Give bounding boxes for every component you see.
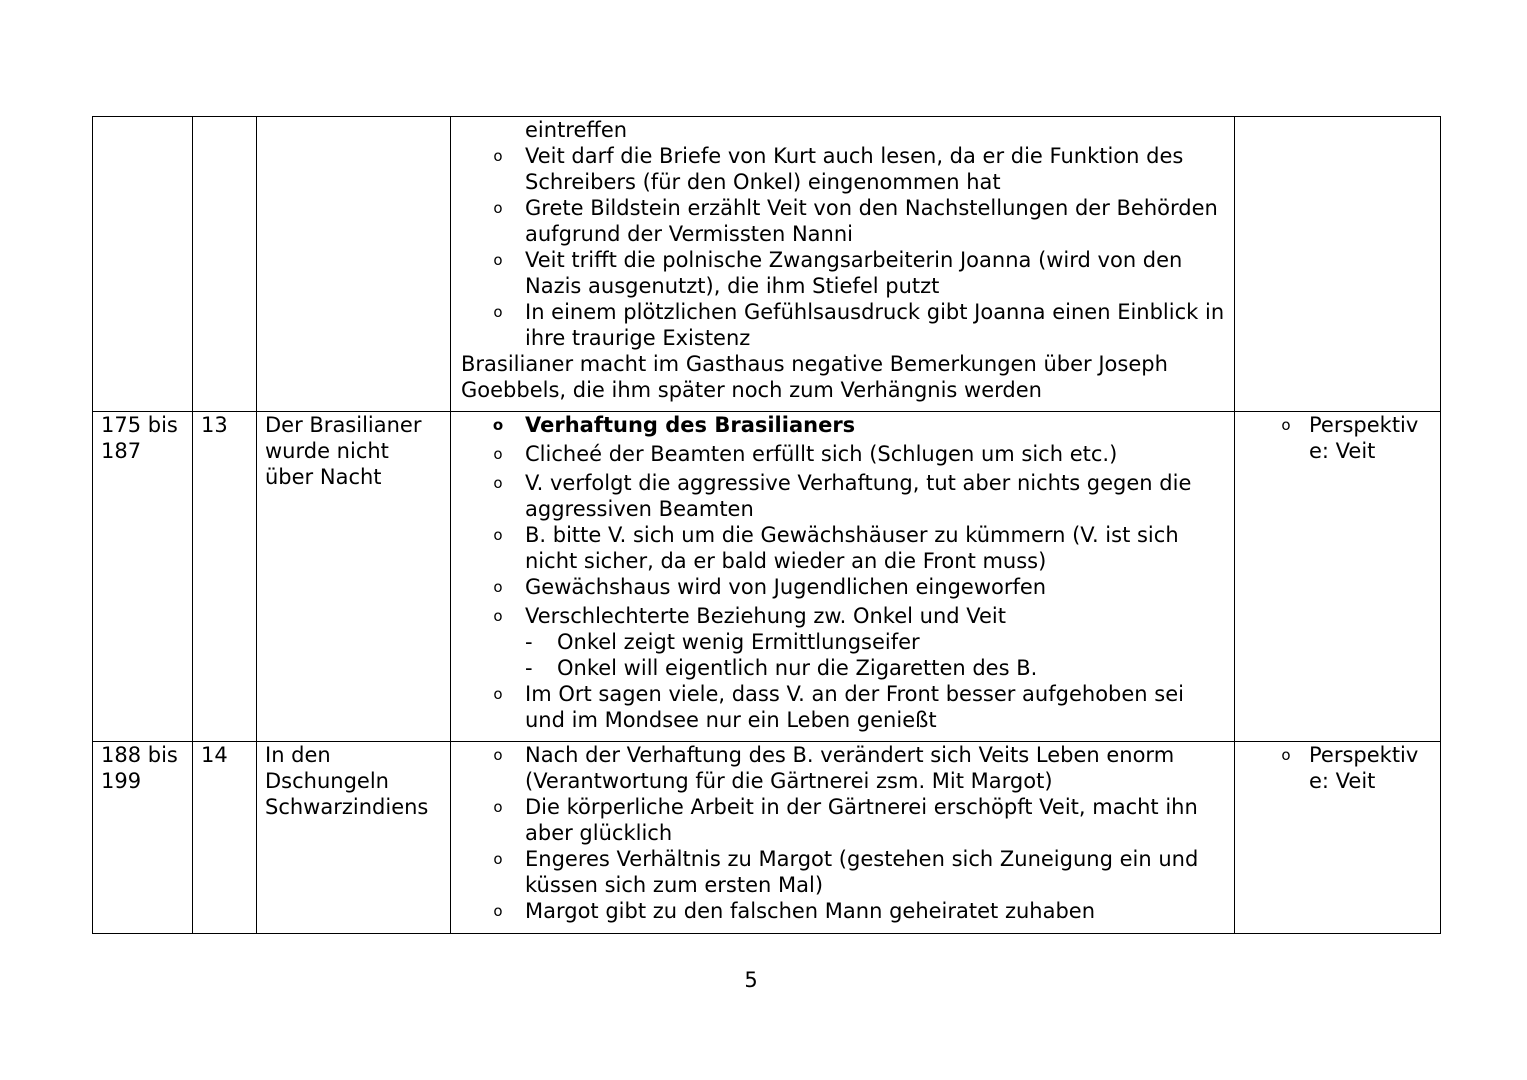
list-item: o Margot gibt zu den falschen Mann geheiratet zuhaben: [459, 898, 1226, 924]
sub-list-item: - Onkel zeigt wenig Ermittlungseifer: [525, 630, 920, 654]
dash-icon: -: [525, 656, 533, 680]
bullet-icon: o: [493, 474, 503, 492]
notes-cell: [1235, 117, 1441, 412]
bullet-icon: o: [493, 746, 503, 764]
bullet-icon: o: [492, 416, 504, 434]
plain-paragraph: Brasilianer macht im Gasthaus negative Bemerkungen über Joseph Goebbels, die ihm später noch zum Verhängnis werden: [461, 352, 1168, 402]
list-item: o V. verfolgt die aggressive Verhaftung, tut aber nichts gegen die aggressiven Beamten: [459, 470, 1226, 522]
dash-icon: -: [525, 630, 533, 654]
table-row: [93, 117, 1441, 412]
title-cell: In den Dschungeln Schwarzindiens: [257, 742, 451, 934]
list-item: o Grete Bildstein erzählt Veit von den Nachstellungen der Behörden aufgrund der Vermissten Nanni: [459, 195, 1226, 247]
bullet-list: [1243, 742, 1432, 794]
content-cell: [451, 117, 1235, 412]
list-item: o Perspektiv e: Veit: [1243, 412, 1432, 464]
bullet-list: [459, 412, 1226, 629]
bullet-icon: o: [493, 607, 503, 625]
list-item: o Nach der Verhaftung des B. verändert sich Veits Leben enorm (Verantwortung für die Gärtnerei zsm. Mit Margot): [459, 742, 1226, 794]
bullet-icon: o: [493, 303, 503, 321]
title-cell: Der Brasilianer wurde nicht über Nacht: [257, 412, 451, 742]
list-item: o B. bitte V. sich um die Gewächshäuser zu kümmern (V. ist sich nicht sicher, da er bald wieder an die Front muss): [459, 522, 1226, 574]
bullet-icon: o: [1281, 746, 1291, 764]
continued-text: eintreffen: [525, 118, 628, 142]
pages-cell: [93, 117, 193, 412]
bullet-icon: o: [493, 526, 503, 544]
list-item: o Clicheé der Beamten erfüllt sich (Schlugen um sich etc.): [459, 441, 1226, 467]
list-item: o Die körperliche Arbeit in der Gärtnerei erschöpft Veit, macht ihn aber glücklich: [459, 794, 1226, 846]
list-item: o Verschlechterte Beziehung zw. Onkel und Veit: [459, 603, 1226, 629]
bullet-icon: o: [493, 798, 503, 816]
list-item: o Im Ort sagen viele, dass V. an der Front besser aufgehoben sei und im Mondsee nur ein Leben genießt: [459, 681, 1226, 733]
bullet-icon: o: [1281, 416, 1291, 434]
table-row: [93, 742, 1441, 934]
bullet-icon: o: [493, 685, 503, 703]
bullet-list: [1243, 412, 1432, 464]
bullet-icon: o: [493, 199, 503, 217]
chapter-summary-table: [92, 116, 1441, 934]
bullet-icon: o: [493, 850, 503, 868]
list-item: o Veit trifft die polnische Zwangsarbeiterin Joanna (wird von den Nazis ausgenutzt), die ihm Stiefel putzt: [459, 247, 1226, 299]
content-cell: [451, 742, 1235, 934]
chapter-cell: 13: [193, 412, 257, 742]
sub-list: [459, 629, 1226, 681]
table-row: [93, 412, 1441, 742]
bullet-list: [459, 681, 1226, 733]
bullet-icon: o: [493, 578, 503, 596]
list-item: o Verhaftung des Brasilianers: [492, 413, 856, 437]
bullet-list: [459, 143, 1226, 351]
content-cell: [451, 412, 1235, 742]
list-item: o Perspektiv e: Veit: [1243, 742, 1432, 794]
chapter-cell: 14: [193, 742, 257, 934]
list-item: o In einem plötzlichen Gefühlsausdruck gibt Joanna einen Einblick in ihre traurige Existenz: [459, 299, 1226, 351]
notes-cell: [1235, 412, 1441, 742]
bullet-icon: o: [493, 147, 503, 165]
list-item: o Engeres Verhältnis zu Margot (gestehen sich Zuneigung ein und küssen sich zum ersten Mal): [459, 846, 1226, 898]
pages-cell: 188 bis 199: [93, 742, 193, 934]
bullet-list: [459, 742, 1226, 924]
list-item: o Veit darf die Briefe von Kurt auch lesen, da er die Funktion des Schreibers (für den Onkel) eingenommen hat: [459, 143, 1226, 195]
title-cell: [257, 117, 451, 412]
bullet-icon: o: [493, 445, 503, 463]
page-number: 5: [744, 968, 758, 992]
list-item: o Gewächshaus wird von Jugendlichen eingeworfen: [459, 574, 1226, 600]
pages-cell: 175 bis 187: [93, 412, 193, 742]
chapter-cell: [193, 117, 257, 412]
sub-list-item: - Onkel will eigentlich nur die Zigaretten des B.: [525, 656, 1038, 680]
notes-cell: [1235, 742, 1441, 934]
bullet-icon: o: [493, 251, 503, 269]
bullet-icon: o: [493, 902, 503, 920]
